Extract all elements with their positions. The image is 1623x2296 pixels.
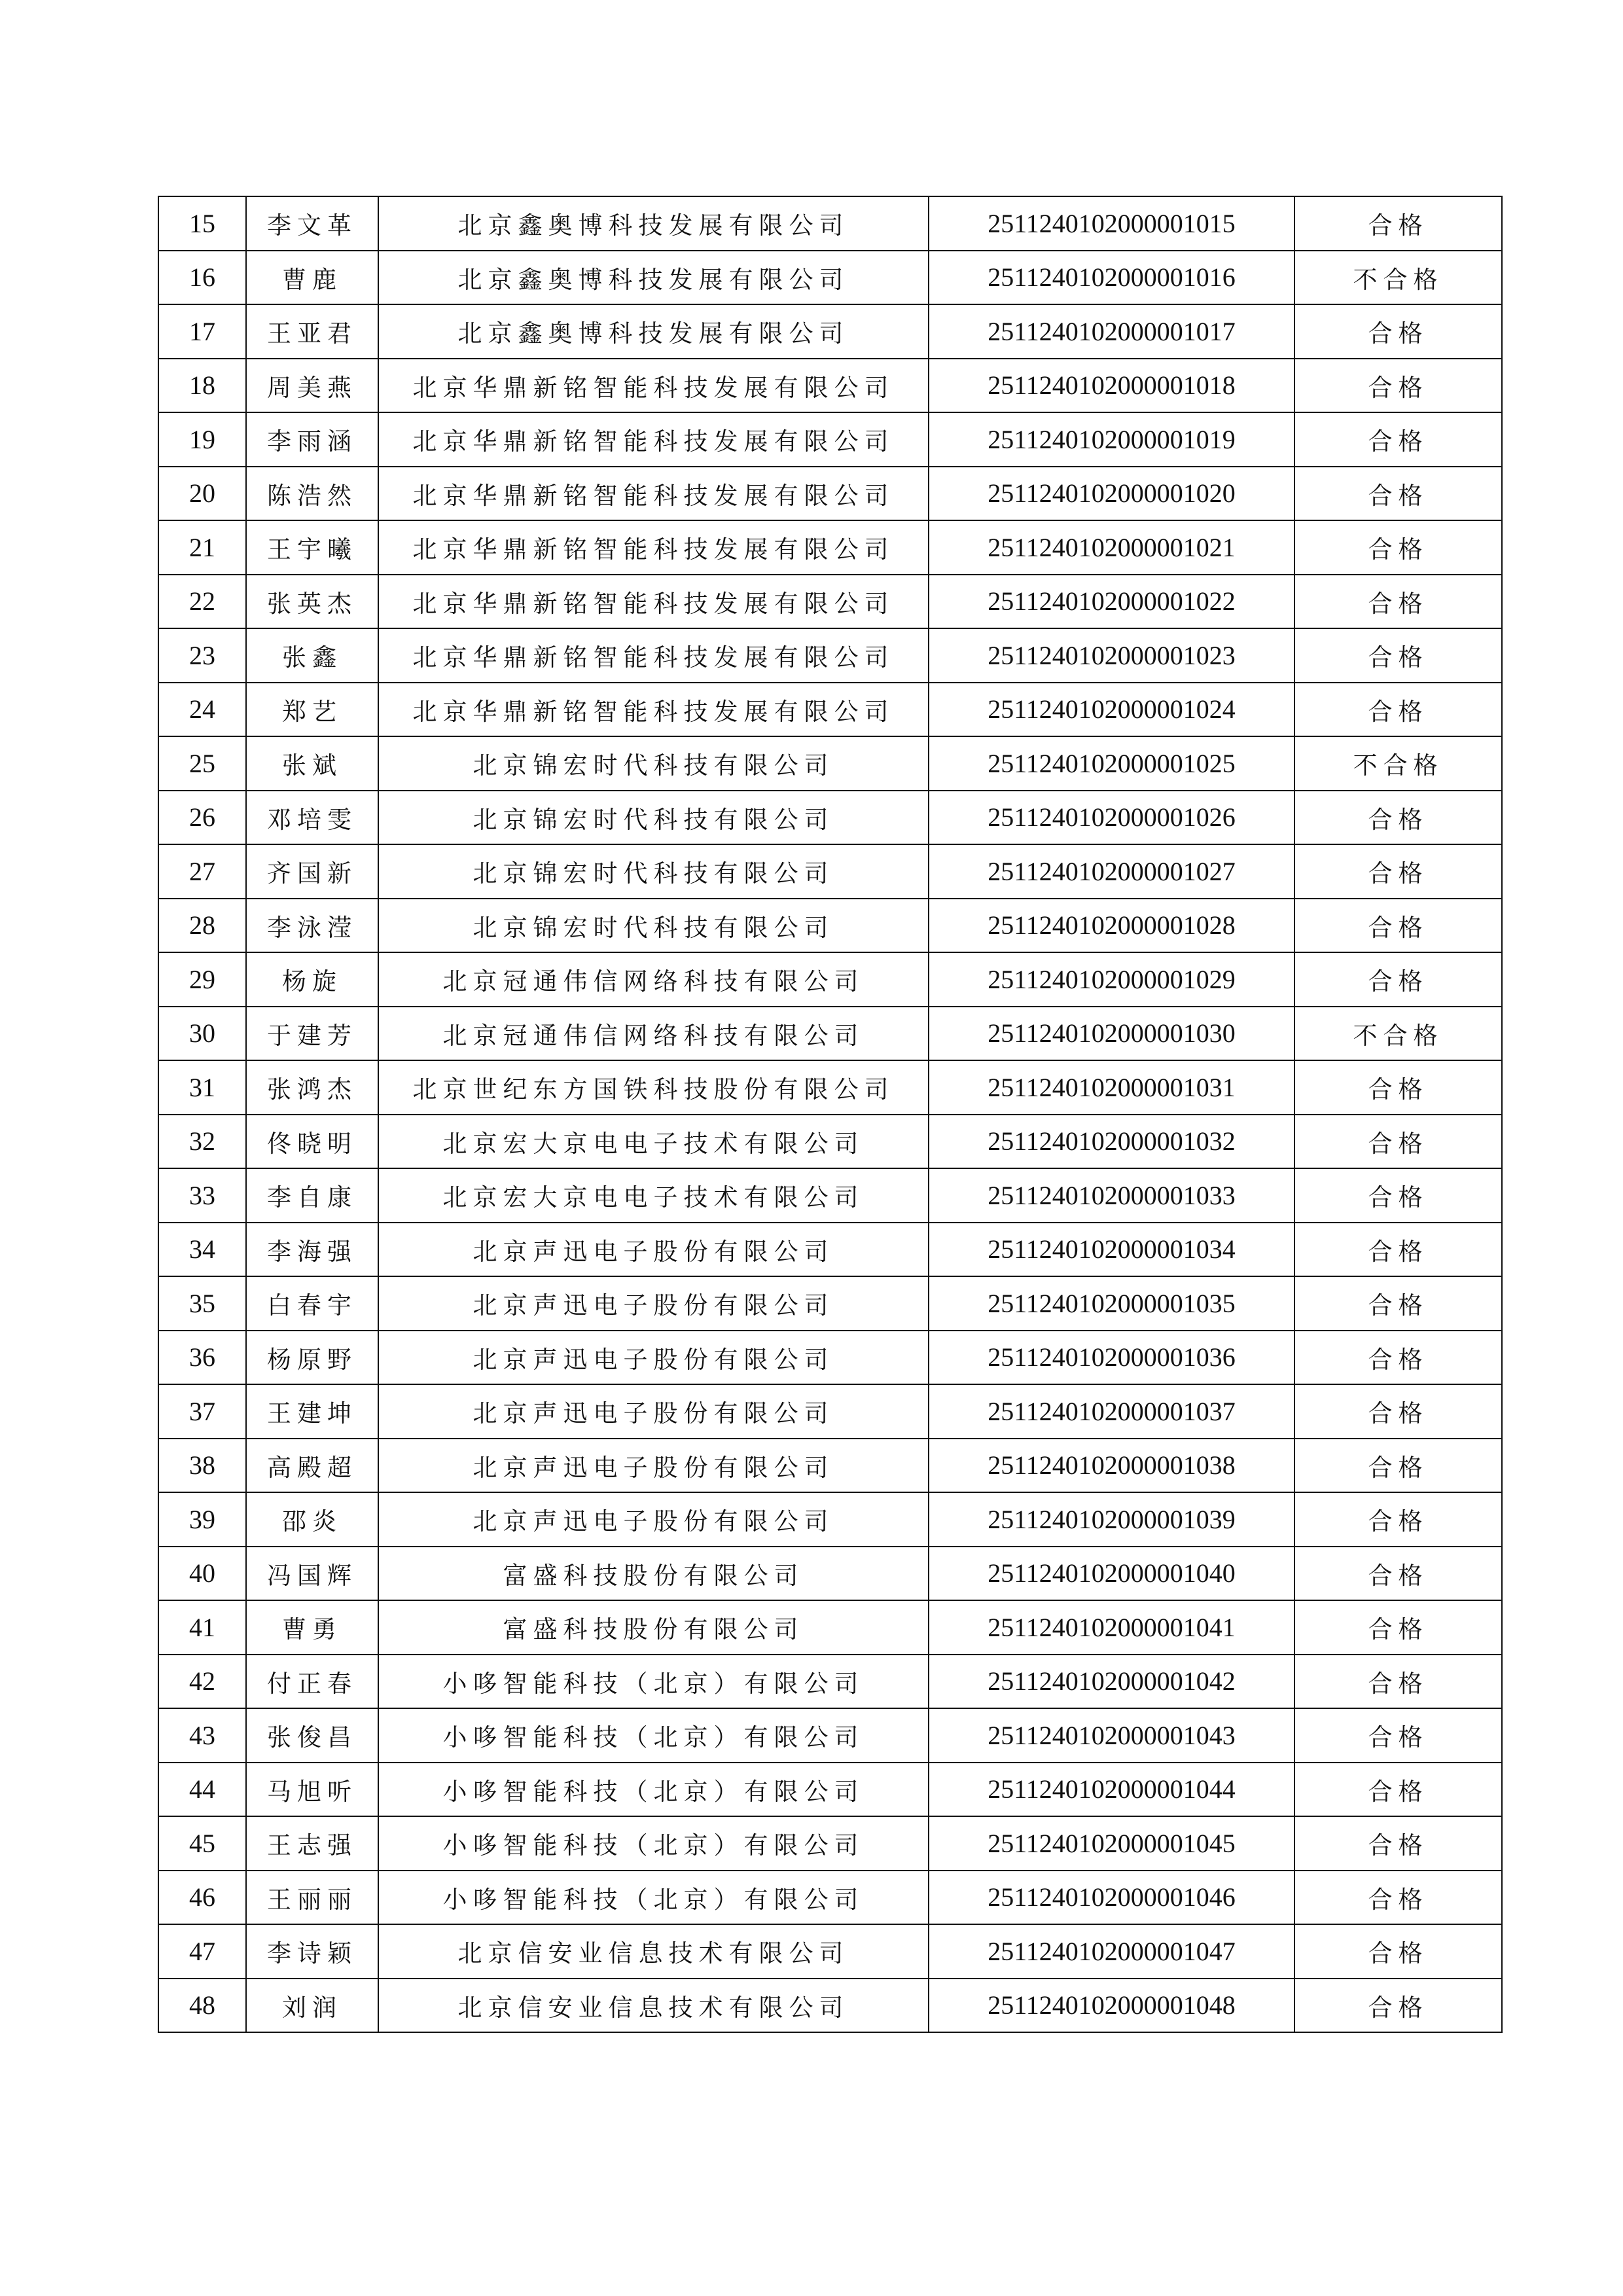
certificate-number-cell: 2511240102000001048 — [929, 1979, 1294, 2033]
exam-result-cell: 合格 — [1294, 791, 1502, 845]
certificate-number-cell: 2511240102000001047 — [929, 1924, 1294, 1979]
table-row — [158, 412, 1502, 467]
company-name-cell: 北京锦宏时代科技有限公司 — [378, 736, 929, 791]
certificate-number-cell: 2511240102000001034 — [929, 1223, 1294, 1277]
company-name-cell: 北京华鼎新铭智能科技发展有限公司 — [378, 520, 929, 575]
row-number-cell: 42 — [158, 1655, 246, 1709]
company-name-cell: 北京声迅电子股份有限公司 — [378, 1276, 929, 1331]
company-name-cell: 小哆智能科技（北京）有限公司 — [378, 1655, 929, 1709]
table-row — [158, 1816, 1502, 1871]
person-name-cell: 邓培雯 — [246, 791, 378, 845]
table-row — [158, 359, 1502, 413]
row-number-cell: 39 — [158, 1492, 246, 1547]
row-number-cell: 48 — [158, 1979, 246, 2033]
company-name-cell: 北京世纪东方国铁科技股份有限公司 — [378, 1060, 929, 1115]
exam-result-cell: 合格 — [1294, 1492, 1502, 1547]
table-row — [158, 736, 1502, 791]
person-name-cell: 郑艺 — [246, 683, 378, 737]
company-name-cell: 北京冠通伟信网络科技有限公司 — [378, 952, 929, 1007]
exam-result-cell: 合格 — [1294, 1439, 1502, 1493]
company-name-cell: 小哆智能科技（北京）有限公司 — [378, 1871, 929, 1925]
certificate-number-cell: 2511240102000001044 — [929, 1763, 1294, 1817]
person-name-cell: 陈浩然 — [246, 467, 378, 521]
row-number-cell: 44 — [158, 1763, 246, 1817]
table-row — [158, 575, 1502, 629]
certificate-number-cell: 2511240102000001033 — [929, 1168, 1294, 1223]
company-name-cell: 北京锦宏时代科技有限公司 — [378, 791, 929, 845]
company-name-cell: 北京华鼎新铭智能科技发展有限公司 — [378, 575, 929, 629]
exam-result-cell: 合格 — [1294, 1168, 1502, 1223]
company-name-cell: 北京华鼎新铭智能科技发展有限公司 — [378, 412, 929, 467]
row-number-cell: 25 — [158, 736, 246, 791]
person-name-cell: 曹鹿 — [246, 251, 378, 305]
exam-result-cell: 合格 — [1294, 1816, 1502, 1871]
table-row — [158, 1547, 1502, 1601]
company-name-cell: 富盛科技股份有限公司 — [378, 1600, 929, 1655]
row-number-cell: 32 — [158, 1115, 246, 1169]
company-name-cell: 北京信安业信息技术有限公司 — [378, 1979, 929, 2033]
exam-result-cell: 合格 — [1294, 1924, 1502, 1979]
exam-result-cell: 合格 — [1294, 1600, 1502, 1655]
exam-result-cell: 不合格 — [1294, 1007, 1502, 1061]
table-row — [158, 1763, 1502, 1817]
person-name-cell: 齐国新 — [246, 844, 378, 899]
person-name-cell: 杨旋 — [246, 952, 378, 1007]
row-number-cell: 15 — [158, 196, 246, 251]
exam-result-cell: 合格 — [1294, 467, 1502, 521]
table-row — [158, 251, 1502, 305]
exam-result-cell: 合格 — [1294, 1331, 1502, 1385]
certificate-number-cell: 2511240102000001025 — [929, 736, 1294, 791]
person-name-cell: 王亚君 — [246, 304, 378, 359]
certificate-number-cell: 2511240102000001046 — [929, 1871, 1294, 1925]
certificate-number-cell: 2511240102000001036 — [929, 1331, 1294, 1385]
table-row — [158, 791, 1502, 845]
table-row — [158, 1276, 1502, 1331]
person-name-cell: 李泳滢 — [246, 899, 378, 953]
certificate-number-cell: 2511240102000001020 — [929, 467, 1294, 521]
person-name-cell: 刘润 — [246, 1979, 378, 2033]
certificate-number-cell: 2511240102000001042 — [929, 1655, 1294, 1709]
table-row — [158, 1223, 1502, 1277]
certificate-number-cell: 2511240102000001043 — [929, 1708, 1294, 1763]
person-name-cell: 李雨涵 — [246, 412, 378, 467]
company-name-cell: 北京声迅电子股份有限公司 — [378, 1439, 929, 1493]
table-row — [158, 1979, 1502, 2033]
certificate-number-cell: 2511240102000001028 — [929, 899, 1294, 953]
exam-result-cell: 合格 — [1294, 1223, 1502, 1277]
company-name-cell: 北京声迅电子股份有限公司 — [378, 1223, 929, 1277]
exam-result-cell: 不合格 — [1294, 736, 1502, 791]
person-name-cell: 冯国辉 — [246, 1547, 378, 1601]
person-name-cell: 李自康 — [246, 1168, 378, 1223]
certificate-number-cell: 2511240102000001023 — [929, 628, 1294, 683]
row-number-cell: 37 — [158, 1384, 246, 1439]
table-row — [158, 628, 1502, 683]
table-row — [158, 952, 1502, 1007]
table-row — [158, 1871, 1502, 1925]
certificate-number-cell: 2511240102000001040 — [929, 1547, 1294, 1601]
results-table-body — [158, 196, 1502, 2032]
company-name-cell: 北京声迅电子股份有限公司 — [378, 1492, 929, 1547]
table-row — [158, 196, 1502, 251]
exam-result-cell: 合格 — [1294, 520, 1502, 575]
exam-result-cell: 合格 — [1294, 628, 1502, 683]
company-name-cell: 北京华鼎新铭智能科技发展有限公司 — [378, 359, 929, 413]
table-row — [158, 1007, 1502, 1061]
person-name-cell: 佟晓明 — [246, 1115, 378, 1169]
row-number-cell: 19 — [158, 412, 246, 467]
row-number-cell: 18 — [158, 359, 246, 413]
company-name-cell: 北京鑫奥博科技发展有限公司 — [378, 304, 929, 359]
row-number-cell: 33 — [158, 1168, 246, 1223]
person-name-cell: 张斌 — [246, 736, 378, 791]
person-name-cell: 曹勇 — [246, 1600, 378, 1655]
row-number-cell: 28 — [158, 899, 246, 953]
person-name-cell: 李诗颖 — [246, 1924, 378, 1979]
person-name-cell: 邵炎 — [246, 1492, 378, 1547]
row-number-cell: 34 — [158, 1223, 246, 1277]
table-row — [158, 467, 1502, 521]
certificate-number-cell: 2511240102000001035 — [929, 1276, 1294, 1331]
exam-result-cell: 合格 — [1294, 1655, 1502, 1709]
company-name-cell: 北京宏大京电电子技术有限公司 — [378, 1115, 929, 1169]
company-name-cell: 北京华鼎新铭智能科技发展有限公司 — [378, 683, 929, 737]
person-name-cell: 付正春 — [246, 1655, 378, 1709]
person-name-cell: 王宇曦 — [246, 520, 378, 575]
row-number-cell: 26 — [158, 791, 246, 845]
certificate-number-cell: 2511240102000001037 — [929, 1384, 1294, 1439]
company-name-cell: 北京信安业信息技术有限公司 — [378, 1924, 929, 1979]
company-name-cell: 富盛科技股份有限公司 — [378, 1547, 929, 1601]
company-name-cell: 小哆智能科技（北京）有限公司 — [378, 1708, 929, 1763]
company-name-cell: 北京华鼎新铭智能科技发展有限公司 — [378, 628, 929, 683]
table-row — [158, 520, 1502, 575]
row-number-cell: 20 — [158, 467, 246, 521]
row-number-cell: 40 — [158, 1547, 246, 1601]
certificate-number-cell: 2511240102000001030 — [929, 1007, 1294, 1061]
person-name-cell: 王志强 — [246, 1816, 378, 1871]
person-name-cell: 张俊昌 — [246, 1708, 378, 1763]
table-row — [158, 304, 1502, 359]
table-row — [158, 1924, 1502, 1979]
table-row — [158, 1708, 1502, 1763]
exam-result-cell: 合格 — [1294, 683, 1502, 737]
certificate-number-cell: 2511240102000001015 — [929, 196, 1294, 251]
row-number-cell: 31 — [158, 1060, 246, 1115]
row-number-cell: 46 — [158, 1871, 246, 1925]
table-row — [158, 1655, 1502, 1709]
company-name-cell: 北京宏大京电电子技术有限公司 — [378, 1168, 929, 1223]
exam-result-cell: 合格 — [1294, 1708, 1502, 1763]
certificate-number-cell: 2511240102000001022 — [929, 575, 1294, 629]
person-name-cell: 张鑫 — [246, 628, 378, 683]
company-name-cell: 北京锦宏时代科技有限公司 — [378, 844, 929, 899]
certificate-number-cell: 2511240102000001031 — [929, 1060, 1294, 1115]
table-row — [158, 1600, 1502, 1655]
person-name-cell: 杨原野 — [246, 1331, 378, 1385]
person-name-cell: 张英杰 — [246, 575, 378, 629]
exam-result-cell: 合格 — [1294, 1547, 1502, 1601]
table-row — [158, 899, 1502, 953]
table-row — [158, 1168, 1502, 1223]
exam-result-cell: 合格 — [1294, 1763, 1502, 1817]
company-name-cell: 北京冠通伟信网络科技有限公司 — [378, 1007, 929, 1061]
exam-result-cell: 合格 — [1294, 899, 1502, 953]
row-number-cell: 41 — [158, 1600, 246, 1655]
exam-result-cell: 不合格 — [1294, 251, 1502, 305]
row-number-cell: 36 — [158, 1331, 246, 1385]
company-name-cell: 北京鑫奥博科技发展有限公司 — [378, 251, 929, 305]
person-name-cell: 于建芳 — [246, 1007, 378, 1061]
company-name-cell: 北京华鼎新铭智能科技发展有限公司 — [378, 467, 929, 521]
certificate-number-cell: 2511240102000001029 — [929, 952, 1294, 1007]
exam-result-cell: 合格 — [1294, 359, 1502, 413]
row-number-cell: 27 — [158, 844, 246, 899]
exam-result-cell: 合格 — [1294, 1979, 1502, 2033]
exam-result-cell: 合格 — [1294, 575, 1502, 629]
company-name-cell: 小哆智能科技（北京）有限公司 — [378, 1816, 929, 1871]
person-name-cell: 马旭听 — [246, 1763, 378, 1817]
table-row — [158, 1331, 1502, 1385]
company-name-cell: 北京声迅电子股份有限公司 — [378, 1331, 929, 1385]
certificate-number-cell: 2511240102000001038 — [929, 1439, 1294, 1493]
person-name-cell: 李海强 — [246, 1223, 378, 1277]
row-number-cell: 17 — [158, 304, 246, 359]
certificate-number-cell: 2511240102000001017 — [929, 304, 1294, 359]
certificate-number-cell: 2511240102000001018 — [929, 359, 1294, 413]
row-number-cell: 35 — [158, 1276, 246, 1331]
table-row — [158, 844, 1502, 899]
certificate-number-cell: 2511240102000001024 — [929, 683, 1294, 737]
row-number-cell: 22 — [158, 575, 246, 629]
exam-result-cell: 合格 — [1294, 1871, 1502, 1925]
exam-result-cell: 合格 — [1294, 844, 1502, 899]
person-name-cell: 王建坤 — [246, 1384, 378, 1439]
exam-result-cell: 合格 — [1294, 1115, 1502, 1169]
person-name-cell: 高殿超 — [246, 1439, 378, 1493]
certificate-number-cell: 2511240102000001045 — [929, 1816, 1294, 1871]
certificate-number-cell: 2511240102000001021 — [929, 520, 1294, 575]
row-number-cell: 24 — [158, 683, 246, 737]
table-row — [158, 1115, 1502, 1169]
row-number-cell: 30 — [158, 1007, 246, 1061]
row-number-cell: 16 — [158, 251, 246, 305]
certificate-number-cell: 2511240102000001027 — [929, 844, 1294, 899]
person-name-cell: 李文革 — [246, 196, 378, 251]
certificate-number-cell: 2511240102000001016 — [929, 251, 1294, 305]
company-name-cell: 北京声迅电子股份有限公司 — [378, 1384, 929, 1439]
certificate-number-cell: 2511240102000001039 — [929, 1492, 1294, 1547]
table-row — [158, 683, 1502, 737]
certificate-number-cell: 2511240102000001032 — [929, 1115, 1294, 1169]
results-table — [158, 196, 1503, 2033]
row-number-cell: 47 — [158, 1924, 246, 1979]
table-row — [158, 1060, 1502, 1115]
exam-result-cell: 合格 — [1294, 1384, 1502, 1439]
table-row — [158, 1492, 1502, 1547]
table-row — [158, 1439, 1502, 1493]
exam-result-cell: 合格 — [1294, 412, 1502, 467]
person-name-cell: 王丽丽 — [246, 1871, 378, 1925]
row-number-cell: 38 — [158, 1439, 246, 1493]
exam-result-cell: 合格 — [1294, 196, 1502, 251]
row-number-cell: 43 — [158, 1708, 246, 1763]
exam-result-cell: 合格 — [1294, 1060, 1502, 1115]
row-number-cell: 45 — [158, 1816, 246, 1871]
company-name-cell: 北京锦宏时代科技有限公司 — [378, 899, 929, 953]
exam-result-cell: 合格 — [1294, 952, 1502, 1007]
certificate-number-cell: 2511240102000001026 — [929, 791, 1294, 845]
certificate-number-cell: 2511240102000001041 — [929, 1600, 1294, 1655]
exam-result-cell: 合格 — [1294, 304, 1502, 359]
company-name-cell: 小哆智能科技（北京）有限公司 — [378, 1763, 929, 1817]
company-name-cell: 北京鑫奥博科技发展有限公司 — [378, 196, 929, 251]
exam-result-cell: 合格 — [1294, 1276, 1502, 1331]
certificate-number-cell: 2511240102000001019 — [929, 412, 1294, 467]
row-number-cell: 29 — [158, 952, 246, 1007]
person-name-cell: 张鸿杰 — [246, 1060, 378, 1115]
row-number-cell: 21 — [158, 520, 246, 575]
table-row — [158, 1384, 1502, 1439]
person-name-cell: 白春宇 — [246, 1276, 378, 1331]
row-number-cell: 23 — [158, 628, 246, 683]
person-name-cell: 周美燕 — [246, 359, 378, 413]
